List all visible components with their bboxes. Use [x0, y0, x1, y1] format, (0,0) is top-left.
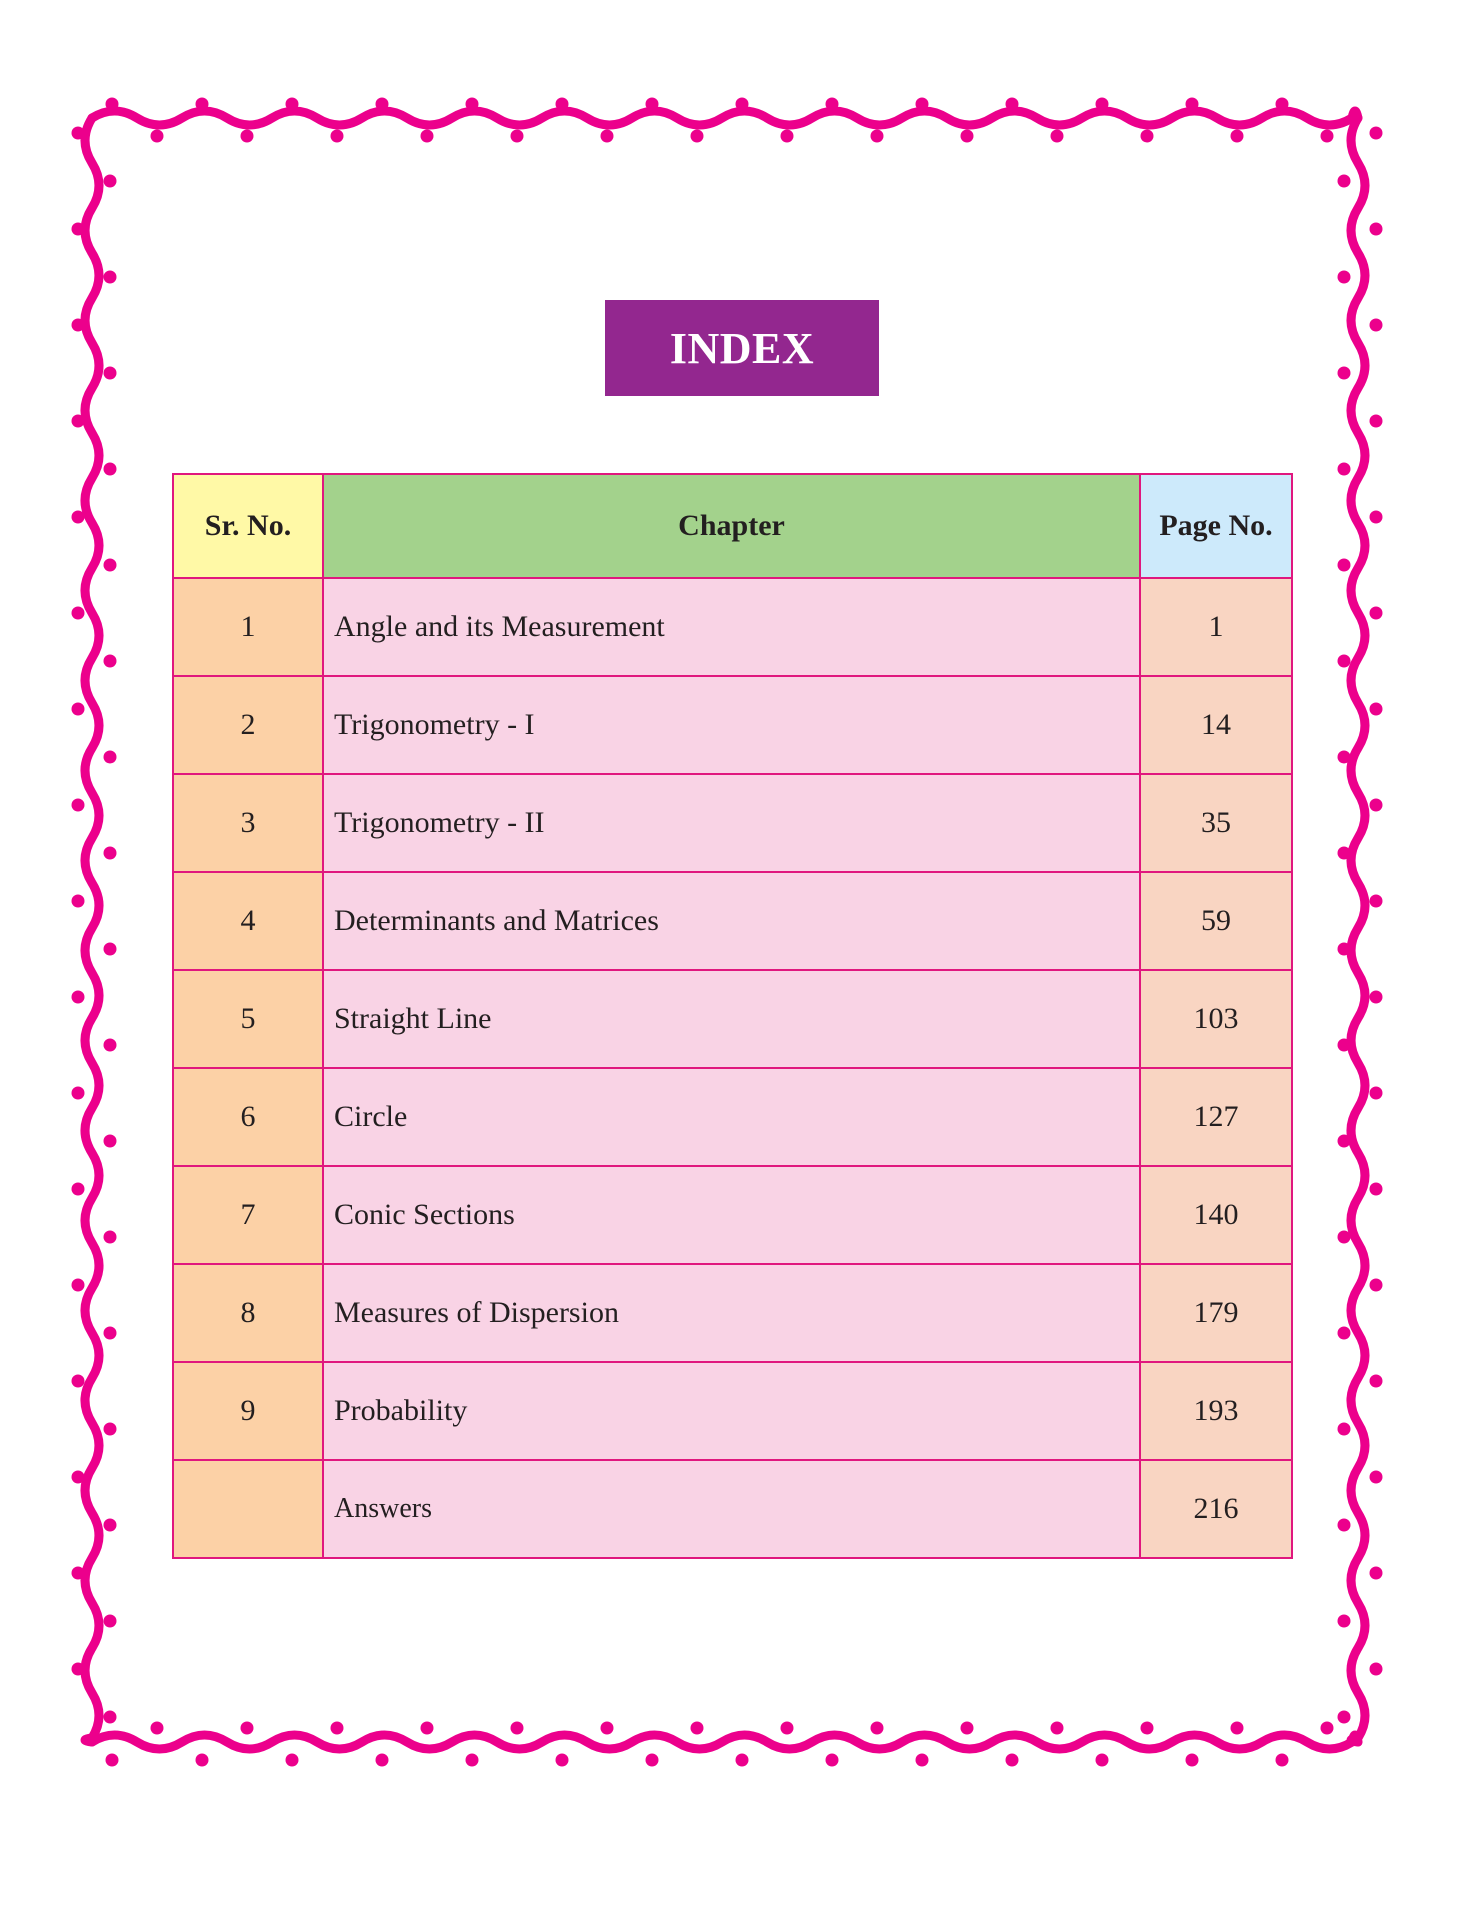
index-table: [172, 473, 1293, 1559]
row-chapter: Straight Line: [323, 970, 1140, 1068]
row-page-no: 140: [1140, 1166, 1292, 1264]
row-page-no: 179: [1140, 1264, 1292, 1362]
row-page-no: 216: [1140, 1460, 1292, 1558]
row-chapter: Trigonometry - I: [323, 676, 1140, 774]
table-row-answers: [173, 1460, 1292, 1558]
row-page-no: 59: [1140, 872, 1292, 970]
row-chapter: Determinants and Matrices: [323, 872, 1140, 970]
row-page-no: 103: [1140, 970, 1292, 1068]
table-row: [173, 676, 1292, 774]
row-chapter: Angle and its Measurement: [323, 578, 1140, 676]
row-chapter: Circle: [323, 1068, 1140, 1166]
row-chapter: Trigonometry - II: [323, 774, 1140, 872]
row-sr-no: 1: [173, 578, 323, 676]
header-page-no: Page No.: [1140, 474, 1292, 578]
table-row: [173, 1362, 1292, 1460]
row-sr-no: 6: [173, 1068, 323, 1166]
row-chapter: Probability: [323, 1362, 1140, 1460]
row-chapter: Answers: [323, 1460, 1140, 1558]
header-sr-no: Sr. No.: [173, 474, 323, 578]
row-page-no: 1: [1140, 578, 1292, 676]
table-header-row: [173, 474, 1292, 578]
row-page-no: 127: [1140, 1068, 1292, 1166]
row-page-no: 14: [1140, 676, 1292, 774]
row-sr-no: 2: [173, 676, 323, 774]
table-row: [173, 1068, 1292, 1166]
row-sr-no: 3: [173, 774, 323, 872]
row-page-no: 193: [1140, 1362, 1292, 1460]
table-row: [173, 872, 1292, 970]
header-chapter: Chapter: [323, 474, 1140, 578]
row-sr-no: 9: [173, 1362, 323, 1460]
row-sr-no: [173, 1460, 323, 1558]
row-sr-no: 8: [173, 1264, 323, 1362]
table-row: [173, 1166, 1292, 1264]
row-chapter: Measures of Dispersion: [323, 1264, 1140, 1362]
row-page-no: 35: [1140, 774, 1292, 872]
table-row: [173, 578, 1292, 676]
row-sr-no: 5: [173, 970, 323, 1068]
table-row: [173, 1264, 1292, 1362]
row-chapter: Conic Sections: [323, 1166, 1140, 1264]
table-row: [173, 774, 1292, 872]
row-sr-no: 4: [173, 872, 323, 970]
page-title: INDEX: [605, 300, 879, 396]
table-row: [173, 970, 1292, 1068]
row-sr-no: 7: [173, 1166, 323, 1264]
